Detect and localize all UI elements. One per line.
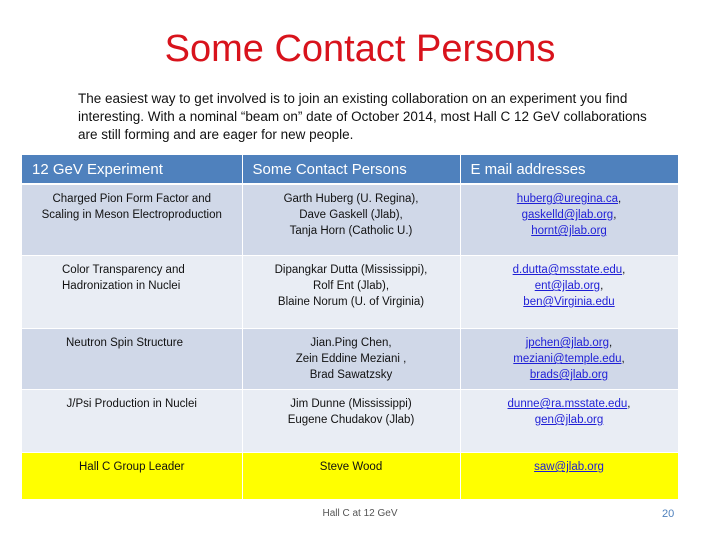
- email-separator: ,: [622, 264, 626, 276]
- email-line: [465, 459, 674, 475]
- contacts-cell: [242, 390, 460, 453]
- email-link[interactable]: jpchen@jlab.org: [525, 337, 610, 349]
- email-link[interactable]: huberg@uregina.ca: [516, 193, 618, 205]
- email-link[interactable]: gaskelld@jlab.org: [521, 209, 614, 221]
- slide-title: Some Contact Persons: [164, 28, 556, 70]
- experiment-cell: [22, 256, 242, 329]
- contact-person: Jim Dunne (Mississippi): [290, 398, 412, 410]
- email-separator: ,: [613, 209, 617, 221]
- contact-person: Jian.Ping Chen,: [310, 337, 392, 349]
- email-separator: ,: [609, 337, 613, 349]
- slide-footer: Hall C at 12 GeV: [322, 508, 398, 519]
- table-row: [22, 256, 678, 329]
- experiment-cell: [22, 390, 242, 453]
- table-row: [22, 390, 678, 453]
- email-link[interactable]: gen@jlab.org: [534, 414, 604, 426]
- email-line: [465, 412, 674, 428]
- email-separator: ,: [617, 193, 622, 205]
- email-link[interactable]: brads@jlab.org: [529, 369, 609, 381]
- contact-person: Zein Eddine Meziani ,: [295, 353, 407, 365]
- email-line: [465, 294, 674, 310]
- table-header-row: [22, 155, 678, 184]
- email-link[interactable]: meziani@temple.edu: [513, 353, 622, 365]
- emails-cell: [460, 329, 678, 390]
- email-separator: ,: [600, 280, 604, 292]
- emails-cell: [460, 453, 678, 500]
- emails-cell: [460, 390, 678, 453]
- contact-person: Steve Wood: [319, 461, 383, 473]
- contact-person: Blaine Norum (U. of Virginia): [277, 296, 425, 308]
- experiment-name-line: Charged Pion Form Factor and: [52, 193, 212, 205]
- email-line: [465, 223, 674, 239]
- experiment-cell: [22, 453, 242, 500]
- experiment-name-line: J/Psi Production in Nuclei: [66, 398, 197, 410]
- experiment-name-line: Color Transparency and: [62, 264, 185, 276]
- contacts-table: [22, 155, 679, 500]
- header-experiment: 12 GeV Experiment: [22, 155, 242, 184]
- contact-person: Eugene Chudakov (Jlab): [287, 414, 415, 426]
- email-link[interactable]: ent@jlab.org: [534, 280, 601, 292]
- experiment-name-line: Scaling in Meson Electroproduction: [41, 209, 222, 221]
- email-link[interactable]: ben@Virginia.edu: [523, 296, 615, 308]
- email-line: [465, 367, 674, 383]
- contacts-cell: [242, 453, 460, 500]
- emails-cell: [460, 184, 678, 256]
- email-link[interactable]: d.dutta@msstate.edu: [512, 264, 623, 276]
- intro-paragraph: The easiest way to get involved is to join an existing collaboration on an experiment you find interesting. With a nominal “beam on” date of October 2014, most Hall C 12 GeV collaborations are still forming and are eager for new people.: [78, 91, 647, 142]
- experiment-name-line: Neutron Spin Structure: [66, 337, 183, 349]
- contact-person: Brad Sawatzsky: [309, 369, 393, 381]
- email-line: [465, 191, 674, 207]
- email-link[interactable]: dunne@ra.msstate.edu: [507, 398, 628, 410]
- experiment-name-line: Hadronization in Nuclei: [62, 280, 181, 292]
- email-line: [465, 335, 674, 351]
- email-separator: ,: [627, 398, 631, 410]
- contacts-cell: [242, 329, 460, 390]
- email-link[interactable]: saw@jlab.org: [534, 461, 604, 473]
- contact-person: Dipangkar Dutta (Mississippi),: [274, 264, 428, 276]
- contact-person: Rolf Ent (Jlab),: [312, 280, 390, 292]
- contacts-cell: [242, 184, 460, 256]
- email-line: [465, 207, 674, 223]
- table-row: [22, 184, 678, 256]
- email-link[interactable]: hornt@jlab.org: [531, 225, 607, 237]
- table-row: [22, 453, 678, 500]
- email-line: [465, 262, 674, 278]
- email-separator: ,: [621, 353, 625, 365]
- contact-person: Dave Gaskell (Jlab),: [299, 209, 403, 221]
- header-contacts: Some Contact Persons: [242, 155, 460, 184]
- experiment-cell: [22, 329, 242, 390]
- email-line: [465, 278, 674, 294]
- experiment-name-line: Hall C Group Leader: [79, 461, 185, 473]
- page-number: 20: [662, 508, 675, 520]
- header-emails: E mail addresses: [460, 155, 678, 184]
- emails-cell: [460, 256, 678, 329]
- table-row: [22, 329, 678, 390]
- contact-person: Tanja Horn (Catholic U.): [289, 225, 413, 237]
- contact-person: Garth Huberg (U. Regina),: [283, 193, 419, 205]
- contacts-cell: [242, 256, 460, 329]
- email-line: [465, 351, 674, 367]
- experiment-cell: [22, 184, 242, 256]
- email-line: [465, 396, 674, 412]
